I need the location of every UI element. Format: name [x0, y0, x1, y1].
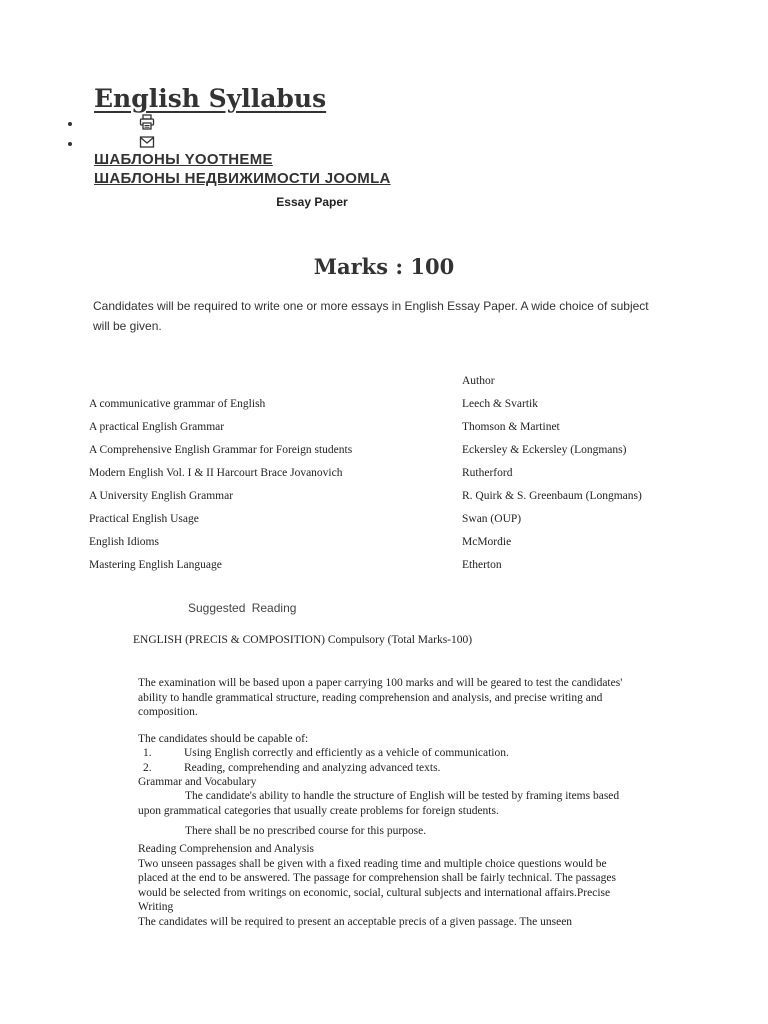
list-text: Using English correctly and efficiently as a vehicle of communication.: [184, 747, 509, 759]
suggested-reading-label: Suggested Reading: [188, 601, 297, 615]
link-joomla-realty-templates[interactable]: ШАБЛОНЫ НЕДВИЖИМОСТИ JOOMLA: [94, 170, 391, 187]
book-title: Practical English Usage: [89, 512, 199, 525]
book-title: English Idioms: [89, 535, 159, 548]
no-course-note: There shall be no prescribed course for this purpose.: [185, 825, 427, 837]
table-row: [89, 484, 709, 507]
table-row: [89, 530, 709, 553]
book-author: Etherton: [462, 558, 502, 571]
table-row: [89, 461, 709, 484]
envelope-icon[interactable]: [139, 134, 155, 150]
table-row: [89, 415, 709, 438]
grammar-description: The candidate's ability to handle the structure of English will be tested by framing items based upon grammatical categories that usually create problems for foreign students.: [138, 790, 620, 817]
table-row: [89, 438, 709, 461]
comprehension-section: [138, 842, 638, 929]
book-author: McMordie: [462, 535, 512, 548]
essay-paper-label: Essay Paper: [276, 195, 348, 209]
precis-description: The candidates will be required to present an acceptable precis of a given passage. The unseen: [138, 915, 573, 928]
comprehension-heading: Reading Comprehension and Analysis: [138, 843, 314, 855]
book-title: A practical English Grammar: [89, 420, 225, 433]
bullet-dot: [68, 122, 72, 126]
list-number: 1.: [143, 747, 152, 759]
printer-icon[interactable]: [139, 114, 155, 130]
table-row: [89, 553, 709, 576]
book-title: Mastering English Language: [89, 558, 222, 571]
book-title: Modern English Vol. I & II Harcourt Brace Jovanovich: [89, 466, 343, 479]
table-row: [89, 507, 709, 530]
link-yootheme-templates[interactable]: ШАБЛОНЫ YOOTHEME: [94, 151, 273, 168]
author-header: Author: [462, 374, 495, 387]
book-author: Leech & Svartik: [462, 397, 539, 410]
capabilities-intro: The candidates should be capable of:: [138, 733, 309, 745]
table-row: [89, 392, 709, 415]
page-title: English Syllabus: [94, 84, 327, 113]
book-title: A communicative grammar of English: [89, 397, 266, 410]
grammar-heading: Grammar and Vocabulary: [138, 776, 257, 788]
book-author: Eckersley & Eckersley (Longmans): [462, 443, 627, 456]
marks-heading: Marks : 100: [313, 254, 455, 279]
essay-intro: Candidates will be required to write one or more essays in English Essay Paper. A wide choice of subject will be given.: [93, 299, 649, 333]
precis-heading: ENGLISH (PRECIS & COMPOSITION) Compulsory (Total Marks-100): [133, 634, 473, 646]
book-author: Thomson & Martinet: [462, 420, 560, 433]
list-text: Reading, comprehending and analyzing advanced texts.: [184, 761, 441, 774]
comprehension-description: Two unseen passages shall be given with a fixed reading time and multiple choice questions would be placed at the end to be answered. The passage for comprehension shall be fairly technical. The passages would be selected from writings on economic, social, cultural subjects and international affairs.Precise Writing: [138, 857, 616, 913]
list-number: 2.: [143, 761, 152, 774]
exam-description: The examination will be based upon a paper carrying 100 marks and will be geared to test the candidates' ability to handle grammatical structure, reading comprehension and analysis, and precise writing and composition.: [138, 677, 623, 718]
book-title: A University English Grammar: [89, 489, 234, 502]
book-author: Rutherford: [462, 466, 513, 479]
book-author: Swan (OUP): [462, 512, 522, 525]
book-title: A Comprehensive English Grammar for Foreign students: [89, 443, 353, 456]
table-row: [89, 369, 709, 392]
book-author: R. Quirk & S. Greenbaum (Longmans): [462, 489, 642, 502]
books-table: [89, 369, 709, 576]
bullet-dot: [68, 142, 72, 146]
